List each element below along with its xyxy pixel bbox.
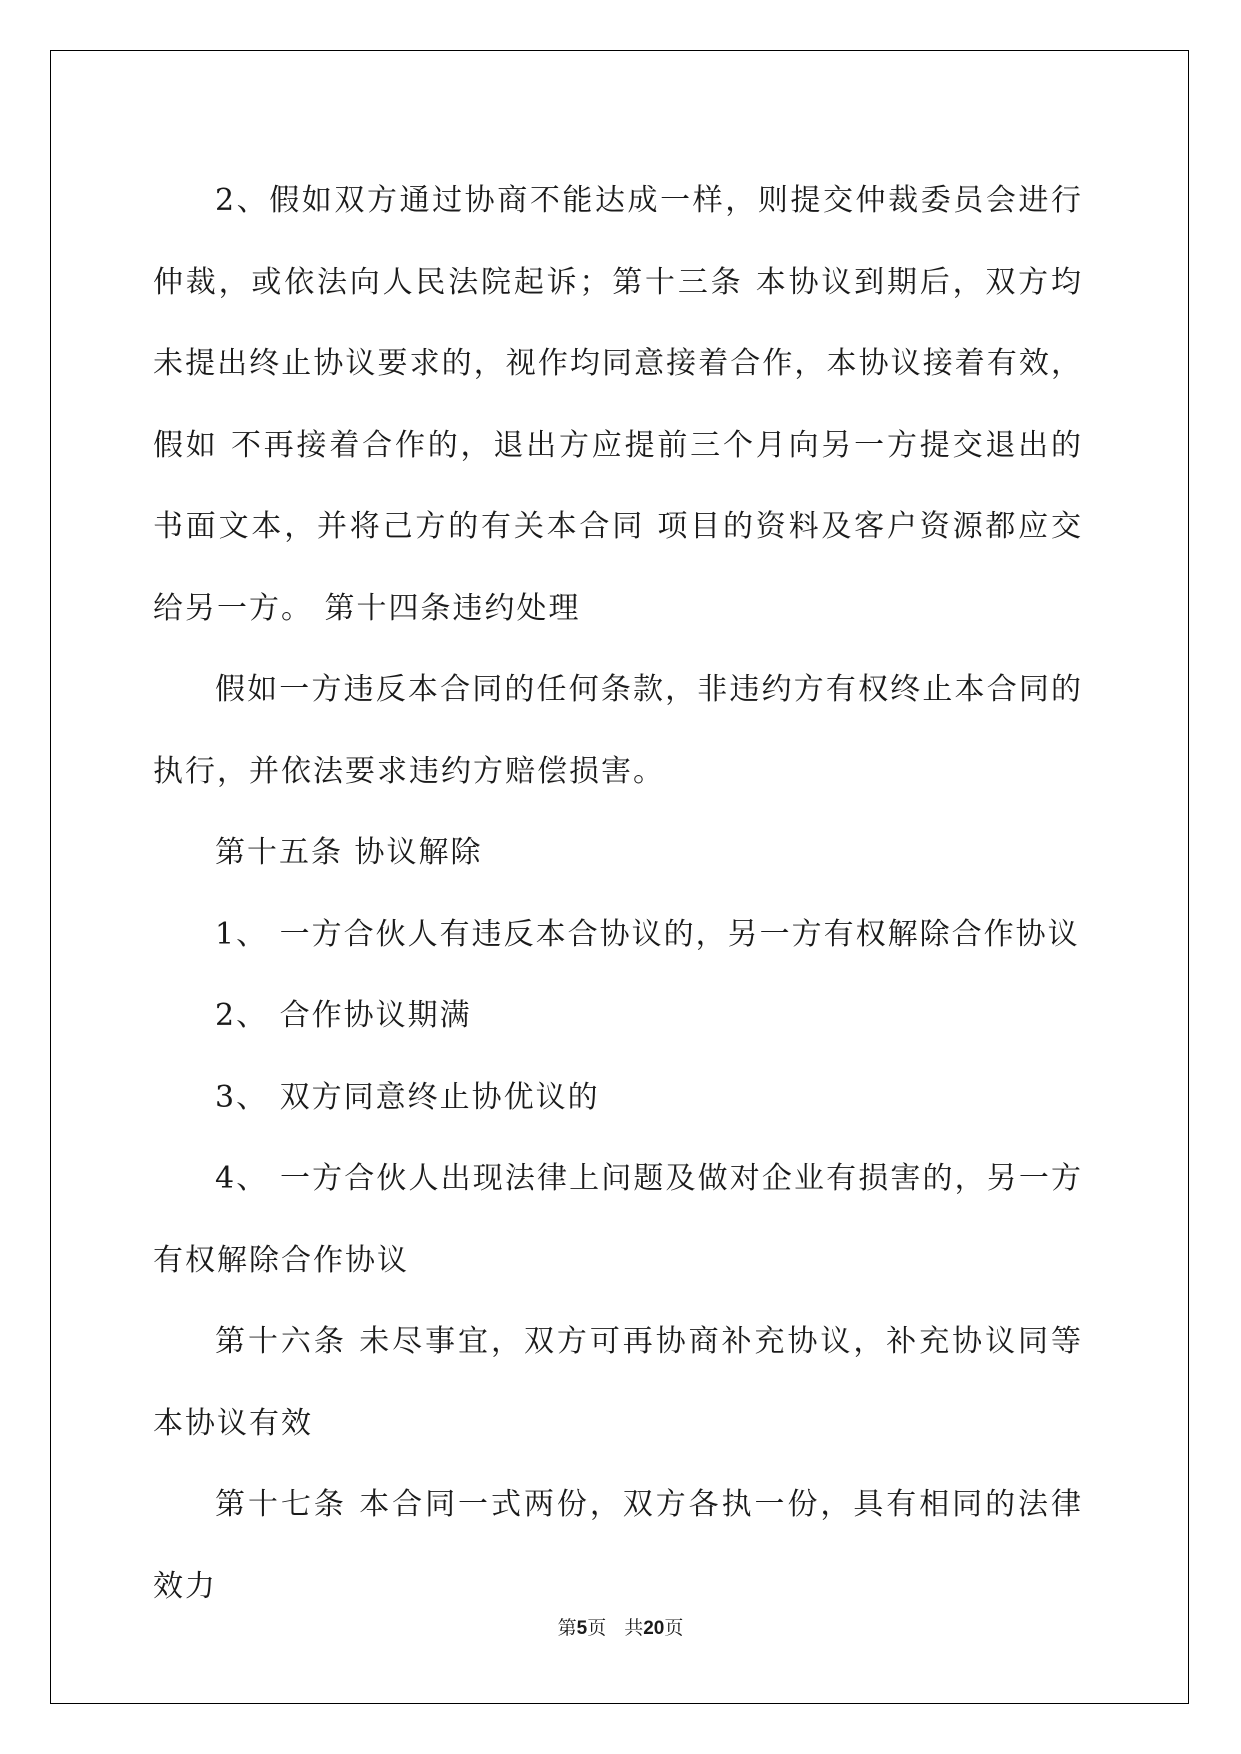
paragraph-termination-item-3: 3、 双方同意终止协优议的 [215,1079,600,1115]
footer-total-prefix: 共 [624,1617,644,1639]
page-footer [0,1613,1241,1640]
paragraph-termination-item-4: 4、 一方合伙人出现法律上问题及做对企业有损害的，另一方有权解除合作协议 [153,1161,1083,1278]
paragraph-breach-handling: 假如一方违反本合同的任何条款，非违约方有权终止本合同的执行，并依法要求违约方赔偿损害。 [153,672,1083,789]
document-body [153,160,1083,1627]
footer-prefix: 第 [557,1617,577,1639]
paragraph-termination-item-1: 1、 一方合伙人有违反本合协议的，另一方有权解除合作协议 [215,916,1080,952]
paragraph-clause-17: 第十七条 本合同一式两份，双方各执一份，具有相同的法律效力 [153,1487,1083,1604]
paragraph-termination-item-2: 2、 合作协议期满 [215,998,472,1033]
paragraph-clause-15-heading: 第十五条 协议解除 [215,835,483,870]
paragraph-clause-12-13-14: 2、假如双方通过协商不能达成一样，则提交仲裁委员会进行仲裁，或依法向人民法院起诉；第十三条 本协议到期后，双方均未提出终止协议要求的，视作均同意接着合作，本协议接着有效，假如 不再接着合作的，退出方应提前三个月向另一方提交退出的书面文本，并将己方的有关本合同 项目的资料及客户资源都应交给另一方。 第十四条违约处理 [153,183,1083,626]
paragraph-clause-16: 第十六条 未尽事宜，双方可再协商补充协议，补充协议同等本协议有效 [153,1324,1083,1441]
current-page-number: 5 [576,1618,588,1639]
total-pages-number: 20 [643,1618,665,1639]
footer-total-suffix: 页 [664,1617,684,1639]
footer-page-suffix: 页 [587,1617,607,1639]
